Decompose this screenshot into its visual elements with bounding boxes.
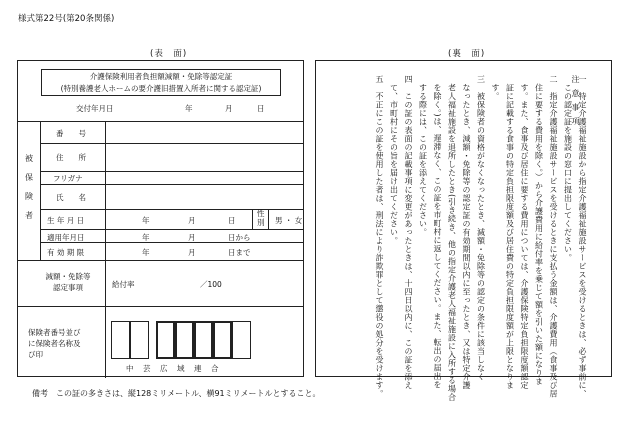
insurer-name: 中 芸 広 域 連 合 (126, 364, 220, 373)
insurer-digit-box[interactable] (213, 321, 232, 359)
expiry-month: 月 (188, 248, 196, 257)
note-line: す。 (491, 75, 500, 101)
note-line: 三 被保険者の資格がなくなったとき、減額・免除等の認定の条件に該当しなく (476, 75, 486, 381)
address-label: 住 所 (56, 153, 86, 162)
note-line: 老人福祉施設を退所したとき(引き続き、他の指定介護老人福祉施設に入所する場合 (447, 75, 457, 402)
note-line: 住に要する費用を除く。）から介護費用に給付率を乗じて額を引いた額になりま (534, 75, 544, 386)
name-label: 氏 名 (56, 193, 86, 202)
certificate-subtitle: (特別養護老人ホームの要介護旧措置入所者に関する認定証) (60, 84, 262, 93)
start-month: 月 (188, 233, 196, 242)
furigana-label: フリガナ (53, 174, 83, 183)
issue-month: 月 (225, 104, 233, 113)
grid-line (105, 121, 106, 378)
insurer-digit-box[interactable] (156, 321, 175, 359)
note-line: て、市町村にその旨を届け出てください。 (389, 75, 399, 245)
note-line: 一 特定介護福祉施設から指定介護福祉施設サービスを受けるときは、必ず事前に、 (578, 75, 587, 398)
note-line: なったとき、減額・免除等の認定証の有効期間以内に至ったとき、又は特定介護 (462, 75, 471, 390)
note-line: この認定証を施設の窓口に提出してください。 (563, 75, 573, 262)
form-number: 様式第22号(第20条関係) (18, 14, 115, 24)
expiry-year: 年 (142, 248, 150, 257)
sex-value: 男 ・ 女 (275, 216, 303, 225)
grid-line (18, 260, 303, 261)
birth-year: 年 (142, 216, 150, 225)
insured-label: 被 保 険 者 (25, 154, 33, 220)
reduction-label: 減額・免除等 認定事項 (45, 272, 91, 292)
sex-label: 性 別 (257, 209, 265, 227)
note-line: を除く。)は、遅滞なく、この証を市町村に返してください。また、転出の届出を (433, 75, 442, 390)
insurer-label: 保険者番号並び に保険者名称及 び印 (28, 328, 81, 359)
note-line: 証に記載する食事の特定負担限度額及び居住費の特定負担限度額が上限となりま (505, 75, 515, 390)
benefit-rate-label: 給付率 (112, 280, 135, 289)
note-line: 二 指定介護福祉施設サービスを受けるときに支払う金額は、介護費用（食事及び居 (549, 75, 558, 398)
grid-line (40, 121, 41, 260)
grid-line (252, 209, 253, 229)
size-note: 備考 この証の多きさは、縦128ミリメートル、横91ミリメートルとすること。 (32, 389, 321, 398)
insurer-digit-box[interactable] (194, 321, 213, 359)
insurer-digit-box[interactable] (232, 321, 251, 359)
notes-heading: 注意事項 (571, 75, 580, 131)
issue-date-label: 交付年月日 (76, 104, 114, 113)
note-line: 五 不正にこの証を使用した者は、刑法により詐欺罪として懲役の処分を受けます。 (375, 75, 384, 398)
grid-line (40, 171, 303, 172)
expiry-label: 有 効 期 限 (47, 248, 85, 257)
note-line: する際には、この証を添えてください。 (418, 75, 428, 237)
start-date-label: 適用年月日 (47, 233, 85, 242)
grid-line (18, 121, 303, 122)
issue-day: 日 (257, 104, 265, 113)
back-notes (315, 60, 612, 402)
note-line: す。また、食事及び居住に要する費用については、介護保険特定負担限度額認定 (520, 75, 529, 390)
expiry-suffix: 日まで (228, 248, 251, 257)
grid-line (40, 184, 303, 185)
insurer-digit-box[interactable] (175, 321, 194, 359)
grid-line (40, 229, 303, 230)
certificate-title-box (41, 69, 281, 96)
insurer-digit-box[interactable] (111, 321, 130, 359)
start-year: 年 (142, 233, 150, 242)
birth-month: 月 (188, 216, 196, 225)
note-line: 四 この証の表面の記載事項に変更があったときは、十四日以内に、この証を添え (404, 75, 413, 390)
start-suffix: 日から (228, 233, 251, 242)
grid-line (268, 209, 269, 229)
issue-year: 年 (185, 104, 193, 113)
insurer-digit-box[interactable] (130, 321, 149, 359)
birth-day: 日 (228, 216, 236, 225)
birth-date-label: 生 年 月 日 (47, 216, 85, 225)
certificate-title: 介護保険利用者負担額減額・免除等認定証 (89, 72, 233, 81)
grid-line (18, 306, 303, 307)
grid-line (40, 143, 303, 144)
back-side-label: (裏 面) (448, 49, 486, 59)
front-side-label: (表 面) (150, 49, 188, 59)
front-certificate (17, 60, 304, 377)
benefit-rate-value: ／100 (200, 280, 222, 289)
number-label: 番 号 (56, 129, 86, 138)
